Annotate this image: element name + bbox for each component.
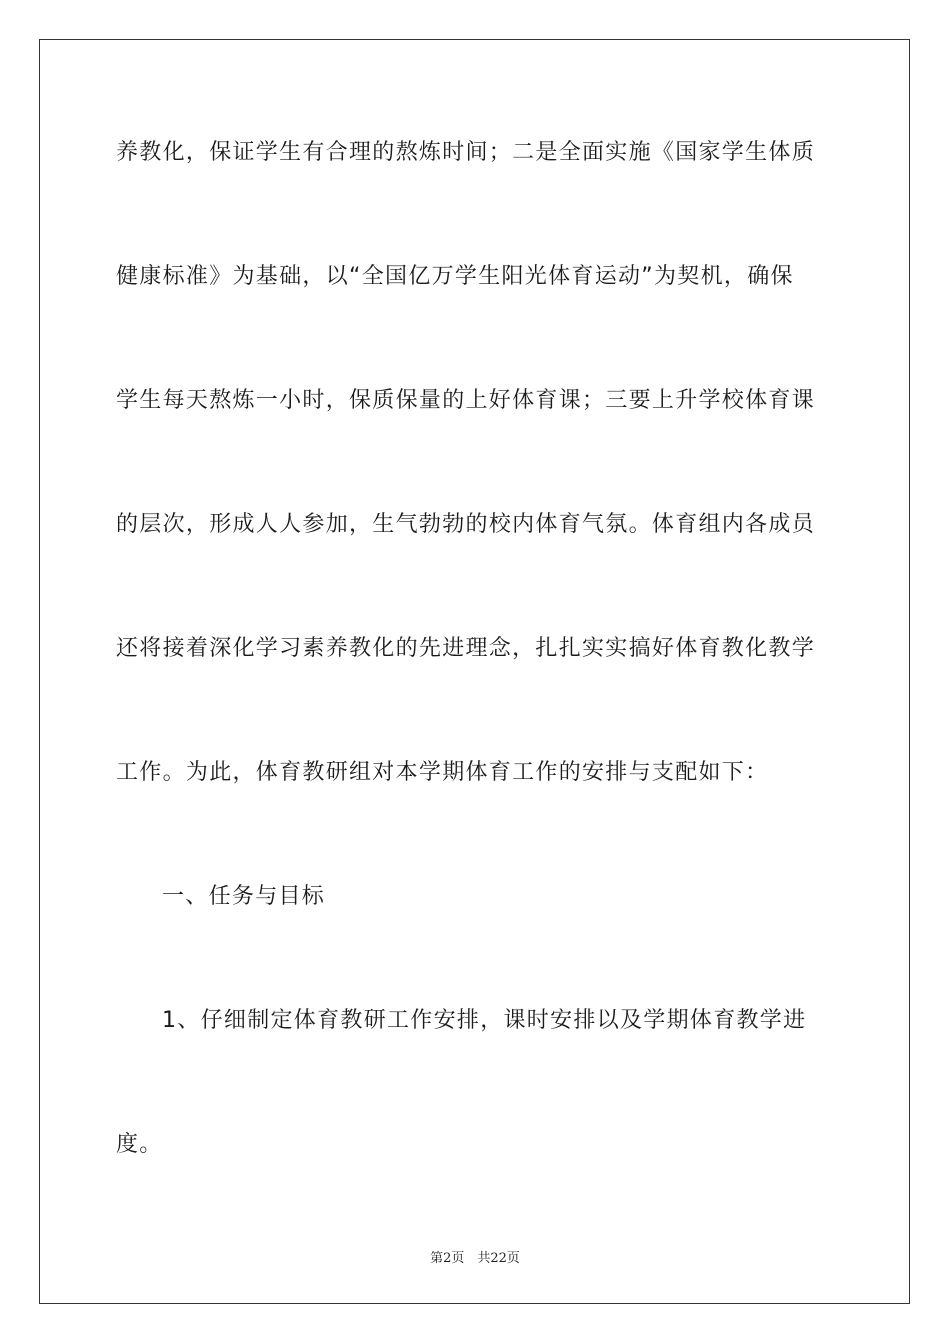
body-text-line: 的层次，形成人人参加，生气勃勃的校内体育气氛。体育组内各成员 <box>116 512 816 537</box>
page-number: 第2页 共22页 <box>430 1251 520 1266</box>
body-text-line: 养教化，保证学生有合理的熬炼时间；二是全面实施《国家学生体质 <box>116 140 816 165</box>
body-text-line: 学生每天熬炼一小时，保质保量的上好体育课；三要上升学校体育课 <box>116 388 816 413</box>
list-item-text-continued: 度。 <box>116 1132 163 1157</box>
page-border <box>39 39 910 1304</box>
body-text-line: 工作。为此，体育教研组对本学期体育工作的安排与支配如下： <box>116 760 769 785</box>
body-text-line: 健康标准》为基础，以“全国亿万学生阳光体育运动”为契机，确保 <box>116 264 794 289</box>
section-heading: 一、任务与目标 <box>162 884 326 909</box>
body-text-line: 还将接着深化学习素养教化的先进理念，扎扎实实搞好体育教化教学 <box>116 636 816 661</box>
list-item-text: 1、仔细制定体育教研工作安排，课时安排以及学期体育教学进 <box>162 1008 807 1033</box>
